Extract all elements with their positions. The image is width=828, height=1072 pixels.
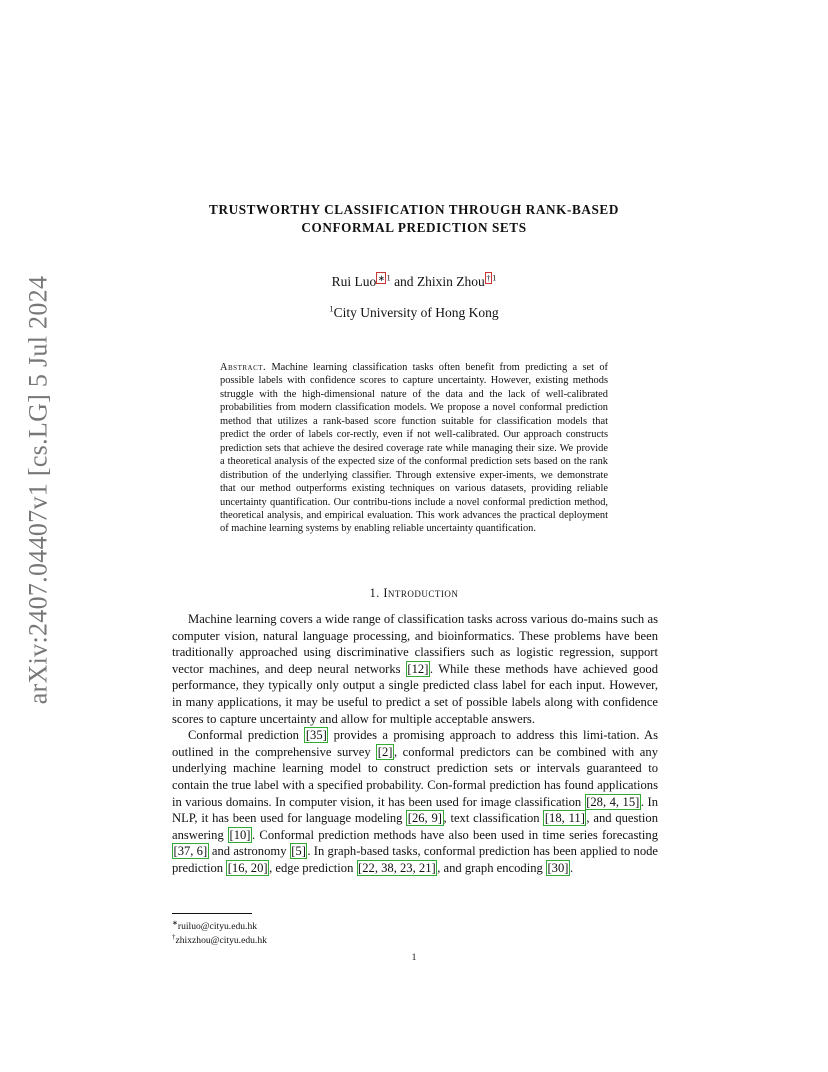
abstract-line: tions include a novel conformal prediction method, theoretical analysis, and: [220, 496, 608, 521]
abstract-line: learning systems by enabling reliable uncertainty quantification.: [269, 523, 536, 535]
email: zhixzhou@cityu.edu.hk: [175, 935, 267, 946]
abstract-line: that achieve the desired coverage rate while managing their size. We provide a: [220, 442, 608, 468]
affiliation-mark: 1: [386, 272, 391, 283]
citation-link[interactable]: [35]: [305, 728, 327, 743]
citation-link[interactable]: [22, 38, 23, 21]: [358, 860, 436, 875]
abstract-line: a set of possible labels with confidence scores to capture uncertainty. However,: [220, 362, 608, 387]
citation-link[interactable]: [18, 11]: [544, 811, 585, 826]
abstract-label: Abstract.: [220, 362, 267, 373]
citation-link[interactable]: [37, 6]: [173, 844, 208, 859]
abstract-line: empirical evaluation. This work advances the practical deployment of machine: [220, 509, 608, 535]
abstract-line: on the rank distribution of the underlying classifier. Through extensive exper-: [220, 456, 608, 481]
footnote-link[interactable]: ∗: [377, 272, 385, 283]
paper-title: [160, 201, 668, 237]
citation-link[interactable]: [10]: [229, 827, 251, 842]
abstract-line: iments, we demonstrate that our method outperforms existing techniques on: [220, 469, 609, 495]
footnote-link[interactable]: †: [486, 272, 491, 283]
abstract-line: propose a novel conformal prediction method that utilizes a rank-based score: [220, 402, 608, 427]
paragraph: Conformal prediction [35] provides a promising approach to address this limi-tation. As outlined in the comprehensive survey [2] , conformal predictors can be combined with any underlying machine learning model to construct prediction sets or intervals guaranteed to contain the true label with a specified probability. Con-formal prediction has found applications in various domains. In computer vision, it has been used for image classification [28, 4, 15] . In NLP, it has been used for language modeling [26, 9] , text classification [18, 11] , and question answering [10] . Conformal prediction methods have also been used in time series forecasting [37, 6] and astronomy [5] . In graph-based tasks, conformal prediction has been applied to node prediction [16, 20] , edge prediction [22, 38, 23, 21] , and graph encoding [30] .: [172, 728, 659, 875]
citation-link[interactable]: [26, 9]: [407, 811, 442, 826]
author-conjunction: and: [394, 274, 414, 289]
email: ruiluo@cityu.edu.hk: [177, 921, 258, 932]
footnote: ∗ruiluo@cityu.edu.hk: [172, 918, 258, 932]
abstract-line: the lack of well-calibrated probabilities from modern classification models. We: [220, 388, 608, 414]
author-list: [0, 274, 828, 290]
citation-link[interactable]: [12]: [407, 661, 429, 676]
section-heading: 1. Introduction: [369, 586, 459, 600]
abstract-line: existing methods struggle with the high-dimensional nature of the data and: [220, 375, 608, 400]
paragraph: Machine learning covers a wide range of classification tasks across various do-mains such as computer vision, natural language processing, and bioinformatics. These problems have been traditionally approached using discriminative classifiers such as logistic regression, support vector machines, and deep neural networks [12] . While these methods have achieved good performance, they typically only output a single predicted class label for each input. However, in many applications, it may be useful to predict a set of possible labels along with confidence scores to capture uncertainty and allow for multiple acceptable answers.: [172, 612, 659, 726]
footnote-rule: [172, 913, 252, 914]
abstract: [220, 361, 608, 536]
affiliation: [0, 305, 828, 321]
affiliation-mark: 1: [329, 303, 334, 314]
abstract-line: theoretical analysis of the expected size of the conformal prediction sets based: [227, 456, 558, 468]
author-name: Zhixin Zhou: [416, 274, 485, 289]
arxiv-sidebar: [18, 275, 58, 705]
citation-link[interactable]: [30]: [547, 860, 569, 875]
citation-link[interactable]: [2]: [377, 744, 393, 759]
arxiv-identifier: arXiv:2407.04407v1 [cs.LG] 5 Jul 2024: [23, 275, 52, 705]
abstract-line: Machine learning classification tasks often benefit from predicting: [271, 362, 568, 373]
title-line-2: CONFORMAL PREDICTION SETS: [301, 220, 527, 235]
abstract-line: function suitable for classification models that predict the order of labels cor-: [220, 415, 608, 441]
abstract-line: various datasets, providing reliable uncertainty quantification. Our contribu-: [220, 483, 608, 508]
title-line-1: TRUSTWORTHY CLASSIFICATION THROUGH RANK-BASED: [209, 202, 619, 217]
intro-body: [172, 611, 658, 877]
citation-link[interactable]: [28, 4, 15]: [586, 794, 640, 809]
abstract-line: rectly, even if not well-calibrated. Our approach constructs prediction sets: [220, 429, 608, 454]
citation-link[interactable]: [16, 20]: [227, 860, 268, 875]
citation-link[interactable]: [5]: [291, 844, 306, 859]
page-number: 1: [411, 952, 417, 963]
affiliation-mark: 1: [492, 272, 497, 283]
author-name: Rui Luo: [331, 274, 377, 289]
affiliation-name: City University of Hong Kong: [333, 305, 499, 320]
footnotes: [172, 920, 267, 948]
footnote: †zhixzhou@cityu.edu.hk: [172, 932, 267, 946]
